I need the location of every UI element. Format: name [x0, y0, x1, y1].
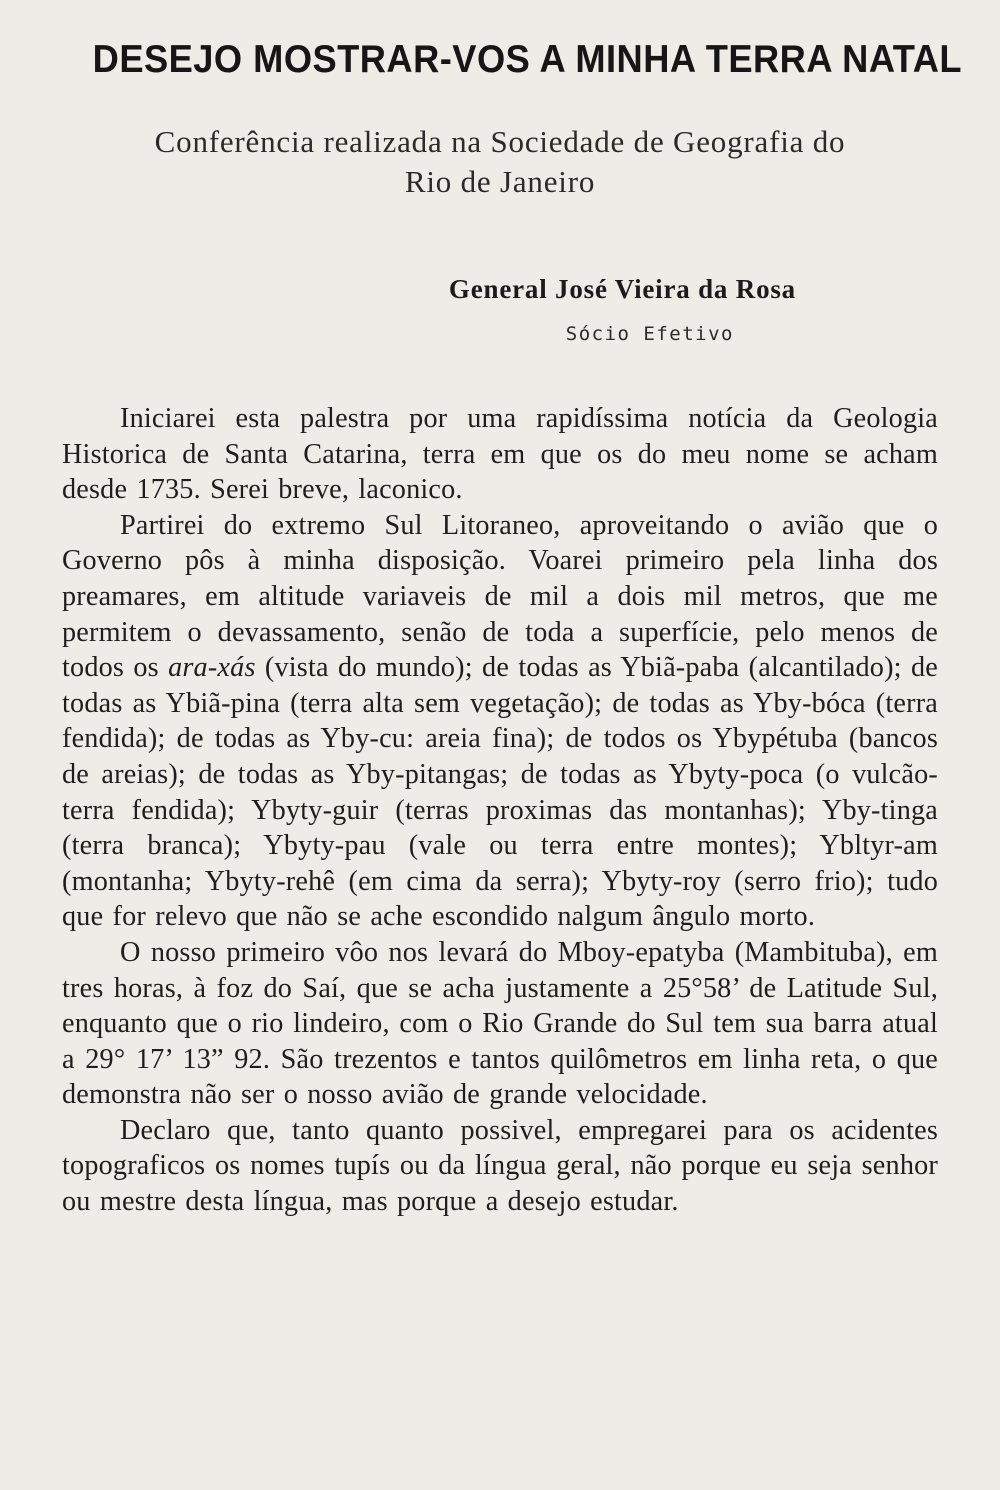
subtitle-line-1: Conferência realizada na Sociedade de Geografia do — [154, 124, 846, 159]
author-byline — [62, 274, 858, 345]
paragraph-2-italic-term: ara-xás — [168, 652, 256, 684]
subtitle — [102, 122, 898, 202]
paragraph-2-text-b: (vista do mundo); de todas as Ybiã-paba (alcantilado); de todas as Ybiã-pina (terra alta sem vegetação); de todas as Yby-bóca (terra fendida); de todas as Yby-cu: areia fina); de todos os Ybypétuba (bancos de areias); de todas as Yby-pitangas; de todas as Ybyty-poca (o vulcão-terra fendida); Ybyty-guir (terras proximas das montanhas); Yby-tinga (terra branca); Ybyty-pau (vale ou terra entre montes); Ybltyr-am (montanha; Ybyty-rehê (em cima da serra); Ybyty-roy (serro frio); tudo que for relevo que não se ache escondido nalgum ângulo morto. — [62, 652, 938, 933]
page-title: DESEJO MOSTRAR-VOS A MINHA TERRA NATAL — [92, 38, 963, 81]
author-role: Sócio Efetivo — [565, 323, 734, 345]
subtitle-line-2: Rio de Janeiro — [404, 164, 596, 199]
paragraph-2 — [62, 508, 938, 935]
paragraph-1: Iniciarei esta palestra por uma rapidíssima notícia da Geologia Historica de Santa Catarina, terra em que os do meu nome se acham desde 1735. Serei breve, laconico. — [62, 403, 938, 506]
author-name: General José Vieira da Rosa — [448, 274, 796, 304]
paragraph-4: Declaro que, tanto quanto possivel, empregarei para os acidentes topograficos os nomes tupís ou da língua geral, não porque eu seja senhor ou mestre desta língua, mas porque a desejo estudar. — [62, 1114, 938, 1218]
body-text — [62, 401, 938, 1220]
paragraph-3: O nosso primeiro vôo nos levará do Mboy-epatyba (Mambituba), em tres horas, à foz do Saí, que se acha justamente a 25°58’ de Latitude Sul, enquanto que o rio lindeiro, com o Rio Grande do Sul tem sua barra atual a 29° 17’ 13” 92. São trezentos e tantos quilômetros em linha reta, o que demonstra não ser o nosso avião de grande velocidade. — [62, 936, 938, 1111]
paragraph-2-text-a: Partirei do extremo Sul Litoraneo, aproveitando o avião que o Governo pôs à minha disposição. Voarei primeiro pela linha dos preamares, em altitude variaveis de mil a dois mil metros, que me permitem o devassamento, senão de toda a superfície, pelo menos de todos os — [62, 509, 938, 684]
